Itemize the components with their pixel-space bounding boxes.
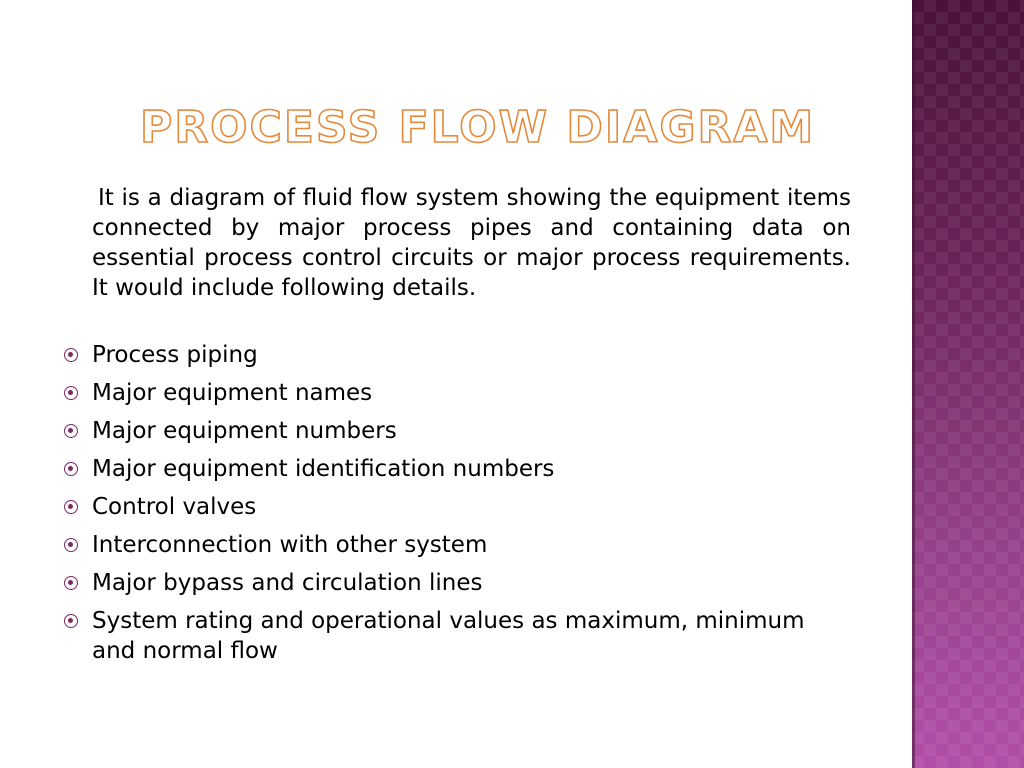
list-item-text: Major bypass and circulation lines <box>92 570 483 596</box>
list-item-text: Process piping <box>92 342 258 368</box>
intro-paragraph: It is a diagram of fluid flow system showing the equipment items connected by major process pipes and containing data on essential process control circuits or major process requirements. It would include following details. <box>92 185 851 301</box>
list-item <box>60 530 840 560</box>
list-item <box>60 492 840 522</box>
circle-dot-icon <box>64 614 78 628</box>
list-item-text: Major equipment names <box>92 380 373 406</box>
circle-dot-icon <box>64 348 78 362</box>
circle-dot-icon <box>64 462 78 476</box>
list-item <box>60 606 840 666</box>
list-item-text: Interconnection with other system <box>92 532 488 558</box>
side-band-edge <box>912 0 915 768</box>
list-item <box>60 416 840 446</box>
list-item-text: Major equipment identification numbers <box>92 456 555 482</box>
circle-dot-icon <box>64 424 78 438</box>
list-item-text: Control valves <box>92 494 257 520</box>
list-item-text: System rating and operational values as maximum, minimum and normal flow <box>92 608 805 664</box>
list-item <box>60 340 840 370</box>
list-item-text: Major equipment numbers <box>92 418 397 444</box>
circle-dot-icon <box>64 538 78 552</box>
decorative-side-band <box>912 0 1024 768</box>
circle-dot-icon <box>64 500 78 514</box>
list-item <box>60 454 840 484</box>
list-item <box>60 568 840 598</box>
circle-dot-icon <box>64 386 78 400</box>
circle-dot-icon <box>64 576 78 590</box>
list-item <box>60 378 840 408</box>
slide-title: PROCESS FLOW DIAGRAM <box>140 102 816 153</box>
bullet-list <box>60 340 840 674</box>
